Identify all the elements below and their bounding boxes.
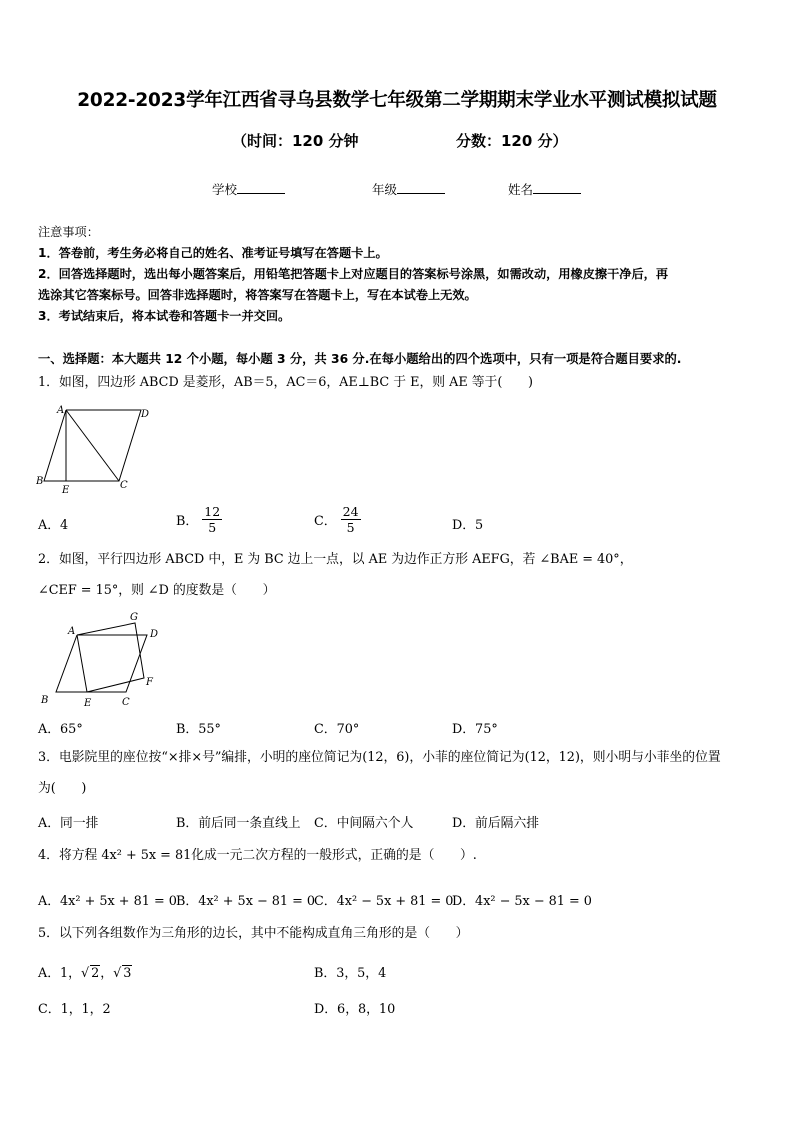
notice-item: 选涂其它答案标号。回答非选择题时，将答案写在答题卡上，写在本试卷上无效。 [38,288,477,302]
q1-stem: 1．如图，四边形 ABCD 是菱形，AB＝5，AC＝6，AE⊥BC 于 E，则 AE 等于( ) [38,375,533,390]
notice-block [38,222,762,327]
q5-option-a: A．1，√ 2，√ 3 [38,966,132,981]
grade-blank [397,181,445,194]
sqrt-icon: √ [80,966,90,981]
notice-item: 3．考试结束后，将本试卷和答题卡一并交回。 [38,309,291,323]
q1-option-d: D．5 [452,518,484,533]
q4-stem: 4．将方程 4x² + 5x = 81化成一元二次方程的一般形式，正确的是（ ）. [38,848,477,863]
q1-b-numerator: 12 [204,504,221,519]
section-heading: 一、选择题：本大题共 12 个小题，每小题 3 分，共 36 分.在每小题给出的四个选项中，只有一项是符合题目要求的. [38,352,682,366]
q5-option-d: D．6，8，10 [314,1002,396,1017]
q2-option-d: D．75° [452,722,498,737]
q5-option-b: B．3，5，4 [314,966,387,981]
q3-option-a: A．同一排 [38,816,99,831]
q1-b-denominator: 5 [208,520,217,535]
q3-option-b: B．前后同一条直线上 [176,816,301,831]
q2-option-a: A．65° [38,722,83,737]
q1-option-b-fraction [202,504,222,535]
q2-label-d: D [150,629,159,640]
q5-option-a-root1: 2 [91,966,100,981]
q1-label-a: A [57,405,65,416]
q2-label-a: A [68,626,76,637]
page-title: 2022-2023学年江西省寻乌县数学七年级第二学期期末学业水平测试模拟试题 [77,90,717,111]
q2-label-g: G [130,612,138,623]
q1-option-a: A．4 [38,518,69,533]
name-blank [533,181,581,194]
q1-label-c: C [120,480,128,491]
q1-c-denominator: 5 [346,520,355,535]
q1-label-e: E [62,485,70,496]
exam-score: 分数：120 分） [456,132,568,150]
notice-item: 1．答卷前，考生务必将自己的姓名、准考证号填写在答题卡上。 [38,246,388,260]
q5-option-a-prefix: A．1， [38,966,81,981]
school-label: 学校 [212,182,238,197]
q1-option-c-label: C． [314,514,337,529]
q1-option-b [176,504,222,535]
q5-stem: 5．以下列各组数作为三角形的边长，其中不能构成直角三角形的是（ ） [38,926,469,941]
q4-option-c: C．4x² − 5x + 81 = 0 [314,894,454,909]
q2-stem-line2: ∠CEF = 15°，则 ∠D 的度数是（ ） [38,583,276,598]
q1-option-c-fraction [341,504,361,535]
q1-option-c [314,504,361,535]
q3-option-d: D．前后隔六排 [452,816,540,831]
q5-option-a-root2: 3 [123,966,132,981]
q1-c-numerator: 24 [342,504,359,519]
grade-field [372,180,445,198]
q2-label-b: B [41,695,49,706]
name-field [508,180,581,198]
q4-option-b: B．4x² + 5x − 81 = 0 [176,894,316,909]
q1-option-b-label: B． [176,514,199,529]
q1-label-d: D [141,409,150,420]
notice-heading: 注意事项： [38,225,99,239]
sqrt-icon: √ [113,966,122,981]
q2-option-b: B．55° [176,722,221,737]
notice-item: 2．回答选择题时，选出每小题答案后，用铅笔把答题卡上对应题目的答案标号涂黑，如需改动，用橡皮擦干净后，再 [38,267,669,281]
q4-option-d: D．4x² − 5x − 81 = 0 [452,894,592,909]
q1-label-b: B [36,476,44,487]
grade-label: 年级 [372,182,398,197]
q4-option-a: A．4x² + 5x + 81 = 0 [38,894,177,909]
q3-option-c: C．中间隔六个人 [314,816,414,831]
q5-option-c: C．1，1，2 [38,1002,111,1017]
q1-rhombus-figure [36,404,156,496]
q2-label-e: E [84,698,92,709]
q2-stem-line1: 2．如图，平行四边形 ABCD 中，E 为 BC 边上一点，以 AE 为边作正方形 AEFG，若 ∠BAE = 40°， [38,552,633,567]
school-field [212,180,285,198]
q2-label-f: F [146,677,153,688]
school-blank [237,181,285,194]
name-label: 姓名 [508,182,534,197]
q3-stem-line2: 为( ) [38,781,87,796]
q2-parallelogram-figure [36,610,166,710]
exam-time: （时间：120 分钟 [232,132,359,150]
q3-stem-line1: 3．电影院里的座位按“×排×号”编排，小明的座位简记为(12，6)，小菲的座位简记为(12，12)，则小明与小菲坐的位置 [38,750,721,765]
q2-option-c: C．70° [314,722,360,737]
q2-label-c: C [122,697,130,708]
